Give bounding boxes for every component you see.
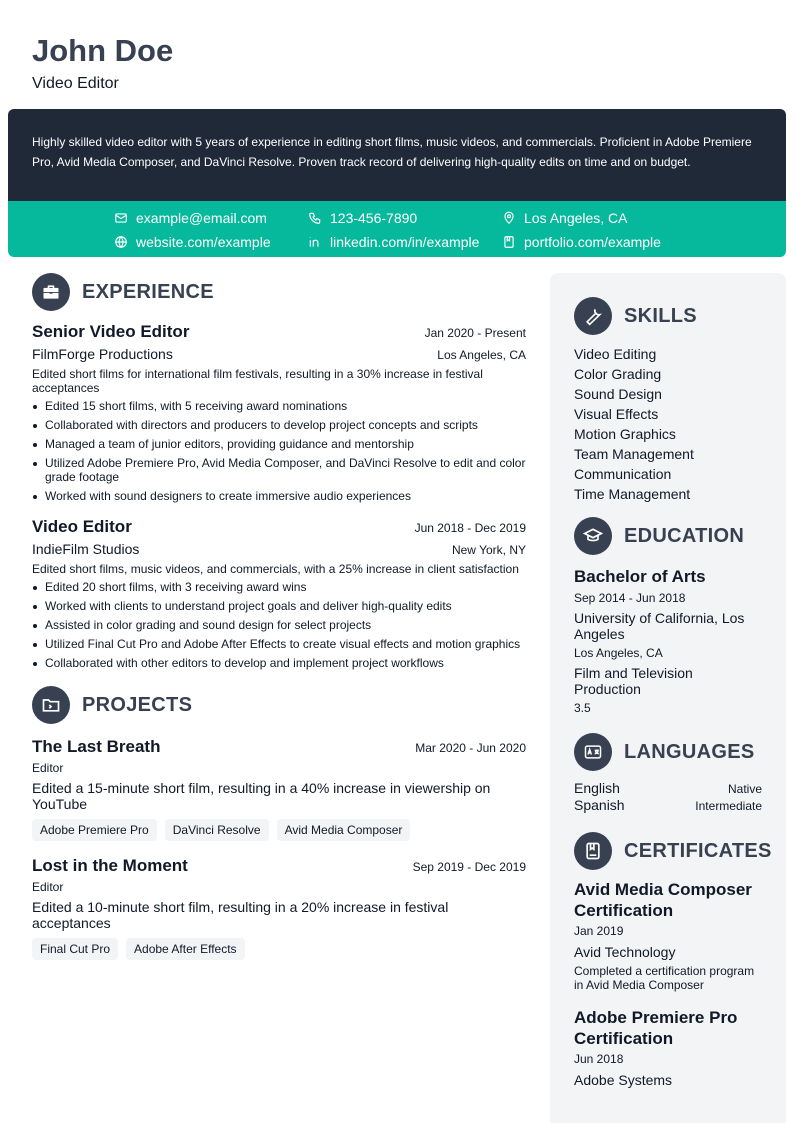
contact-linkedin[interactable]: linkedin.com/in/example xyxy=(308,233,479,251)
field-of-study: Film and Television Production xyxy=(574,665,693,697)
wrench-icon xyxy=(574,297,612,335)
resume-header xyxy=(32,34,173,94)
job-title: Video Editor xyxy=(32,517,132,536)
company-name: FilmForge Productions xyxy=(32,346,173,362)
summary-banner xyxy=(8,109,786,201)
language-item xyxy=(574,780,762,797)
gpa: 3.5 xyxy=(574,701,591,715)
candidate-name: John Doe xyxy=(32,33,174,68)
experience-item xyxy=(32,321,526,503)
project-tags xyxy=(32,819,526,841)
skill-tag: Avid Media Composer xyxy=(277,819,411,841)
skill-tag: DaVinci Resolve xyxy=(165,819,269,841)
languages-heading xyxy=(574,733,762,771)
book-icon xyxy=(502,235,516,249)
certificate-item xyxy=(574,879,762,992)
linkedin-icon xyxy=(308,235,322,249)
skills-heading xyxy=(574,297,762,335)
skill-item: Color Grading xyxy=(574,366,662,382)
section-title: SKILLS xyxy=(624,304,697,327)
certificate-issuer: Adobe Systems xyxy=(574,1072,673,1088)
job-date: Jun 2018 - Dec 2019 xyxy=(414,521,526,535)
projects-heading xyxy=(32,686,526,724)
graduation-cap-icon xyxy=(574,517,612,555)
language-level: Native xyxy=(727,782,762,796)
skill-item: Time Management xyxy=(574,486,691,502)
languages-list xyxy=(574,780,762,814)
project-role: Editor xyxy=(32,761,64,775)
project-tags xyxy=(32,938,526,960)
job-location: New York, NY xyxy=(451,543,526,557)
phone-icon xyxy=(308,211,322,225)
project-title: The Last Breath xyxy=(32,737,161,756)
language-name: English xyxy=(574,780,620,796)
degree: Bachelor of Arts xyxy=(574,567,706,586)
section-title: EDUCATION xyxy=(624,524,745,547)
school-location: Los Angeles, CA xyxy=(574,646,663,660)
contact-email[interactable]: example@email.com xyxy=(114,209,267,227)
certificate-item xyxy=(574,1007,762,1088)
project-title: Lost in the Moment xyxy=(32,856,188,875)
briefcase-icon xyxy=(32,273,70,311)
education-heading xyxy=(574,517,762,555)
map-pin-icon xyxy=(502,211,516,225)
candidate-title: Video Editor xyxy=(32,75,119,92)
bullet-item: Assisted in color grading and sound design for select projects xyxy=(32,618,526,632)
certificate-title: Avid Media Composer Certification xyxy=(574,880,752,920)
certificate-title: Adobe Premiere Pro Certification xyxy=(574,1008,738,1048)
contact-portfolio[interactable]: portfolio.com/example xyxy=(502,233,661,251)
job-location: Los Angeles, CA xyxy=(437,348,526,362)
language-item xyxy=(574,797,762,814)
skill-item: Communication xyxy=(574,466,672,482)
sidebar-column xyxy=(550,273,786,1123)
project-role: Editor xyxy=(32,880,64,894)
contact-phone[interactable]: 123-456-7890 xyxy=(308,209,417,227)
skill-item: Motion Graphics xyxy=(574,426,676,442)
job-title: Senior Video Editor xyxy=(32,322,190,341)
main-column xyxy=(32,273,526,960)
certificate-date: Jan 2019 xyxy=(574,924,624,938)
job-summary: Edited short films for international film festivals, resulting in a 30% increase in festival acceptances xyxy=(32,367,483,395)
education-item xyxy=(574,566,762,716)
contact-location: Los Angeles, CA xyxy=(502,209,628,227)
job-summary: Edited short films, music videos, and commercials, with a 25% increase in client satisfaction xyxy=(32,562,519,576)
experience-item xyxy=(32,516,526,670)
bullet-item: Managed a team of junior editors, providing guidance and mentorship xyxy=(32,437,526,451)
section-title: LANGUAGES xyxy=(624,740,755,763)
education-date: Sep 2014 - Jun 2018 xyxy=(574,591,686,605)
project-date: Sep 2019 - Dec 2019 xyxy=(412,860,526,874)
language-level: Intermediate xyxy=(695,799,762,813)
folder-icon xyxy=(32,686,70,724)
bullet-item: Worked with sound designers to create immersive audio experiences xyxy=(32,489,526,503)
certificate-date: Jun 2018 xyxy=(574,1052,624,1066)
language-name: Spanish xyxy=(574,797,625,813)
skill-item: Sound Design xyxy=(574,386,662,402)
certificate-issuer: Avid Technology xyxy=(574,944,676,960)
job-bullets xyxy=(32,580,526,670)
school-name: University of California, Los Angeles xyxy=(574,610,745,642)
bullet-item: Worked with clients to understand project goals and deliver high-quality edits xyxy=(32,599,526,613)
bullet-item: Utilized Final Cut Pro and Adobe After Effects to create visual effects and motion graphics xyxy=(32,637,526,651)
skill-item: Video Editing xyxy=(574,346,657,362)
skill-tag: Final Cut Pro xyxy=(32,938,118,960)
contact-website[interactable]: website.com/example xyxy=(114,233,271,251)
summary-text: Highly skilled video editor with 5 years of experience in editing short films, music videos, and commercials. Proficient in Adobe Premiere Pro, Avid Media Composer, and DaVinci Resolve. Proven track record of delivering high-quality edits on time and on budget. xyxy=(32,135,752,169)
section-title: CERTIFICATES xyxy=(624,839,772,862)
company-name: IndieFilm Studios xyxy=(32,541,140,557)
bullet-item: Edited 20 short films, with 3 receiving award wins xyxy=(32,580,526,594)
skills-list xyxy=(574,344,762,504)
job-bullets xyxy=(32,399,526,503)
project-date: Mar 2020 - Jun 2020 xyxy=(415,741,526,755)
mail-icon xyxy=(114,211,128,225)
bullet-item: Edited 15 short films, with 5 receiving award nominations xyxy=(32,399,526,413)
project-item xyxy=(32,736,526,841)
skill-item: Visual Effects xyxy=(574,406,659,422)
project-description: Edited a 10-minute short film, resulting in a 20% increase in festival acceptances xyxy=(32,899,449,931)
certificate-book-icon xyxy=(574,832,612,870)
skill-tag: Adobe Premiere Pro xyxy=(32,819,157,841)
skill-tag: Adobe After Effects xyxy=(126,938,245,960)
skill-item: Team Management xyxy=(574,446,694,462)
project-description: Edited a 15-minute short film, resulting in a 40% increase in viewership on YouTube xyxy=(32,780,491,812)
contact-bar xyxy=(8,201,786,257)
certificates-heading xyxy=(574,832,772,870)
job-date: Jan 2020 - Present xyxy=(424,326,526,340)
bullet-item: Utilized Adobe Premiere Pro, Avid Media Composer, and DaVinci Resolve to edit and color grade footage xyxy=(32,456,526,484)
bullet-item: Collaborated with other editors to develop and implement project workflows xyxy=(32,656,526,670)
section-title: EXPERIENCE xyxy=(82,280,214,303)
project-item xyxy=(32,855,526,960)
bullet-item: Collaborated with directors and producers to develop project concepts and scripts xyxy=(32,418,526,432)
translate-icon xyxy=(574,733,612,771)
experience-heading xyxy=(32,273,526,311)
globe-icon xyxy=(114,235,128,249)
certificate-description: Completed a certification program in Avid Media Composer xyxy=(574,964,755,992)
section-title: PROJECTS xyxy=(82,693,193,716)
